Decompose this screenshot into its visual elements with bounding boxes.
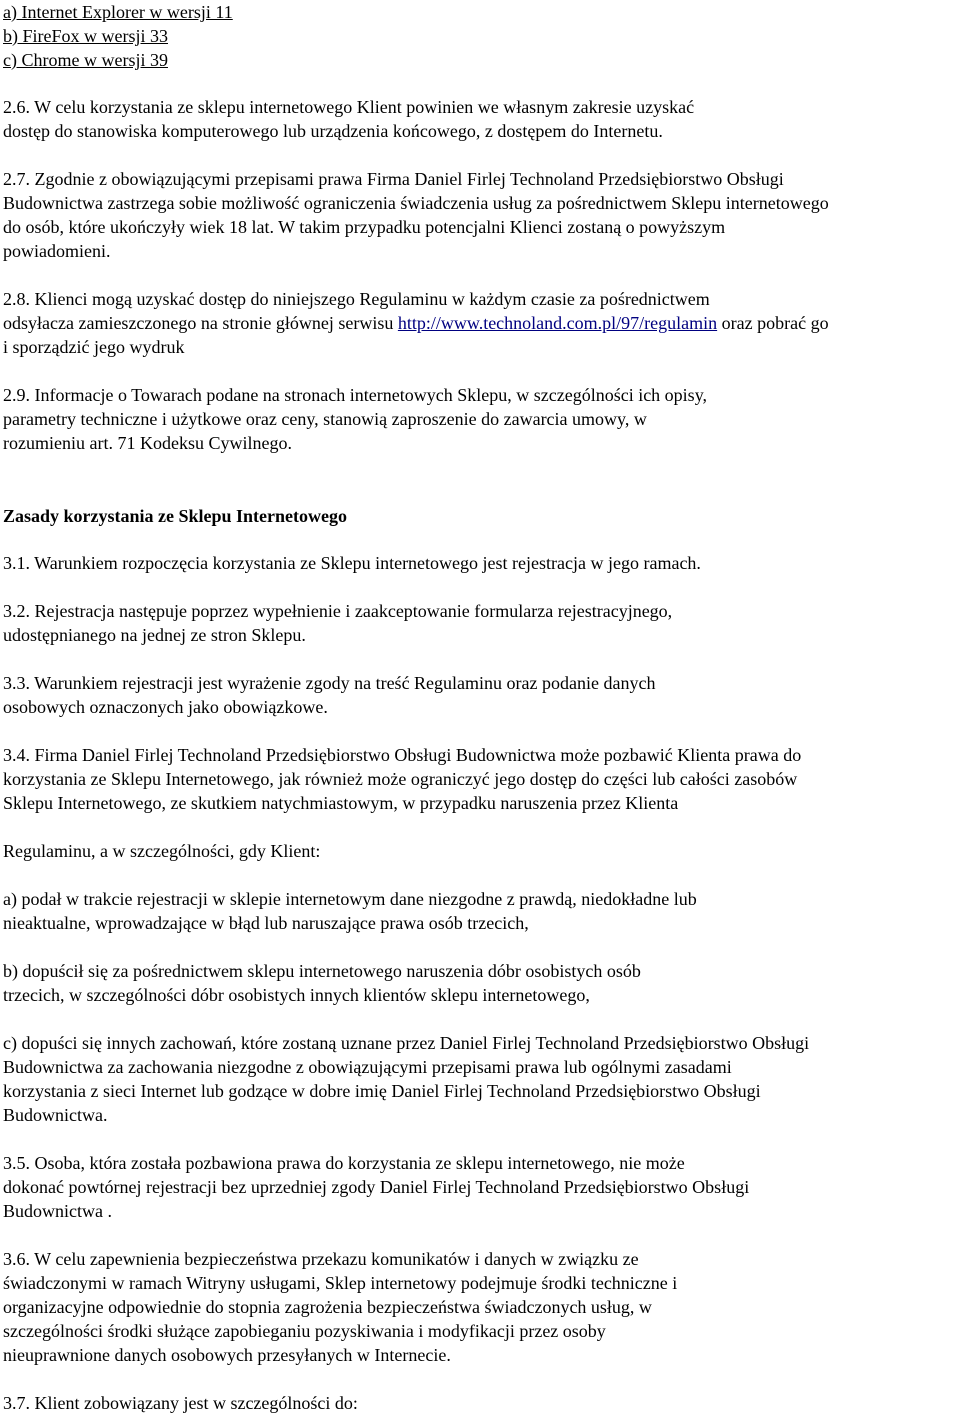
paragraph-2-7-line: powiadomieni. <box>3 241 111 261</box>
browser-item-ie: a) Internet Explorer w wersji 11 <box>3 2 233 22</box>
paragraph-3-6-line: organizacyjne odpowiednie do stopnia zagrożenia bezpieczeństwa świadczonych usług, w <box>3 1297 652 1317</box>
list-item-c-line: c) dopuści się innych zachowań, które zostaną uznane przez Daniel Firlej Technoland Przedsiębiorstwo Obsługi <box>3 1033 810 1053</box>
list-item-a-line: a) podał w trakcie rejestracji w sklepie internetowym dane niezgodne z prawdą, niedokładne lub <box>3 889 697 909</box>
paragraph-3-6-line: nieuprawnione danych osobowych przesyłanych w Internecie. <box>3 1345 451 1365</box>
paragraph-3-2-line: udostępnianego na jednej ze stron Sklepu. <box>3 625 306 645</box>
browser-item-chrome: c) Chrome w wersji 39 <box>3 50 168 70</box>
paragraph-2-6-line: 2.6. W celu korzystania ze sklepu internetowego Klient powinien we własnym zakresie uzyskać <box>3 97 695 117</box>
paragraph-2-8-text: oraz pobrać go <box>717 313 829 333</box>
paragraph-3-7-line: 3.7. Klient zobowiązany jest w szczególności do: <box>3 1393 358 1413</box>
paragraph-3-4-line: korzystania ze Sklepu Internetowego, jak również może ograniczyć jego dostęp do części lub całości zasobów <box>3 769 798 789</box>
paragraph-3-6-line: szczególności środki służące zapobieganiu pozyskiwania i modyfikacji przez osoby <box>3 1321 606 1341</box>
list-item-c-line: Budownictwa. <box>3 1105 108 1125</box>
paragraph-2-8-line: i sporządzić jego wydruk <box>3 337 185 357</box>
paragraph-3-3-line: 3.3. Warunkiem rejestracji jest wyrażenie zgody na treść Regulaminu oraz podanie danych <box>3 673 656 693</box>
paragraph-3-5-line: dokonać powtórnej rejestracji bez uprzedniej zgody Daniel Firlej Technoland Przedsiębiorstwo Obsługi <box>3 1177 750 1197</box>
paragraph-2-7-line: 2.7. Zgodnie z obowiązującymi przepisami prawa Firma Daniel Firlej Technoland Przedsiębiorstwo Obsługi <box>3 169 784 189</box>
paragraph-2-9-line: 2.9. Informacje o Towarach podane na stronach internetowych Sklepu, w szczególności ich opisy, <box>3 385 708 405</box>
paragraph-3-6-line: świadczonymi w ramach Witryny usługami, Sklep internetowy podejmuje środki techniczne i <box>3 1273 678 1293</box>
paragraph-3-4-line: 3.4. Firma Daniel Firlej Technoland Przedsiębiorstwo Obsługi Budownictwa może pozbawić Klienta prawa do <box>3 745 802 765</box>
list-item-b-line: b) dopuścił się za pośrednictwem sklepu internetowego naruszenia dóbr osobistych osób <box>3 961 641 981</box>
paragraph-2-9-line: rozumieniu art. 71 Kodeksu Cywilnego. <box>3 433 292 453</box>
paragraph-3-3-line: osobowych oznaczonych jako obowiązkowe. <box>3 697 328 717</box>
paragraph-2-8-text: odsyłacza zamieszczonego na stronie głównej serwisu <box>3 313 398 333</box>
list-item-c-line: Budownictwa za zachowania niezgodne z obowiązującymi przepisami prawa lub ogólnymi zasadami <box>3 1057 732 1077</box>
paragraph-2-9-line: parametry techniczne i użytkowe oraz ceny, stanowią zaproszenie do zawarcia umowy, w <box>3 409 647 429</box>
regulamin-link[interactable]: http://www.technoland.com.pl/97/regulamin <box>397 313 718 333</box>
paragraph-3-4-continuation: Regulaminu, a w szczególności, gdy Klient: <box>3 841 321 861</box>
browser-item-firefox: b) FireFox w wersji 33 <box>3 26 168 46</box>
paragraph-3-5-line: 3.5. Osoba, która została pozbawiona prawa do korzystania ze sklepu internetowego, nie może <box>3 1153 685 1173</box>
paragraph-2-6-line: dostęp do stanowiska komputerowego lub urządzenia końcowego, z dostępem do Internetu. <box>3 121 663 141</box>
list-item-c-line: korzystania z sieci Internet lub godzące w dobre imię Daniel Firlej Technoland Przedsiębiorstwo Obsługi <box>3 1081 761 1101</box>
paragraph-3-2-line: 3.2. Rejestracja następuje poprzez wypełnienie i zaakceptowanie formularza rejestracyjnego, <box>3 601 673 621</box>
list-item-a-line: nieaktualne, wprowadzające w błąd lub naruszające prawa osób trzecich, <box>3 913 529 933</box>
paragraph-3-6-line: 3.6. W celu zapewnienia bezpieczeństwa przekazu komunikatów i danych w związku ze <box>3 1249 639 1269</box>
paragraph-3-4-line: Sklepu Internetowego, ze skutkiem natychmiastowym, w przypadku naruszenia przez Klienta <box>3 793 679 813</box>
paragraph-3-1-line: 3.1. Warunkiem rozpoczęcia korzystania ze Sklepu internetowego jest rejestracja w jego ramach. <box>3 553 701 573</box>
paragraph-2-7-line: Budownictwa zastrzega sobie możliwość ograniczenia świadczenia usług za pośrednictwem Sklepu internetowego <box>3 193 829 213</box>
paragraph-3-5-line: Budownictwa . <box>3 1201 112 1221</box>
section-heading: Zasady korzystania ze Sklepu Internetowego <box>3 506 348 526</box>
paragraph-2-7-line: do osób, które ukończyły wiek 18 lat. W takim przypadku potencjalni Klienci zostaną o powyższym <box>3 217 726 237</box>
paragraph-2-8-line: 2.8. Klienci mogą uzyskać dostęp do niniejszego Regulaminu w każdym czasie za pośrednictwem <box>3 289 710 309</box>
list-item-b-line: trzecich, w szczególności dóbr osobistych innych klientów sklepu internetowego, <box>3 985 590 1005</box>
paragraph-2-8-line <box>3 311 829 335</box>
